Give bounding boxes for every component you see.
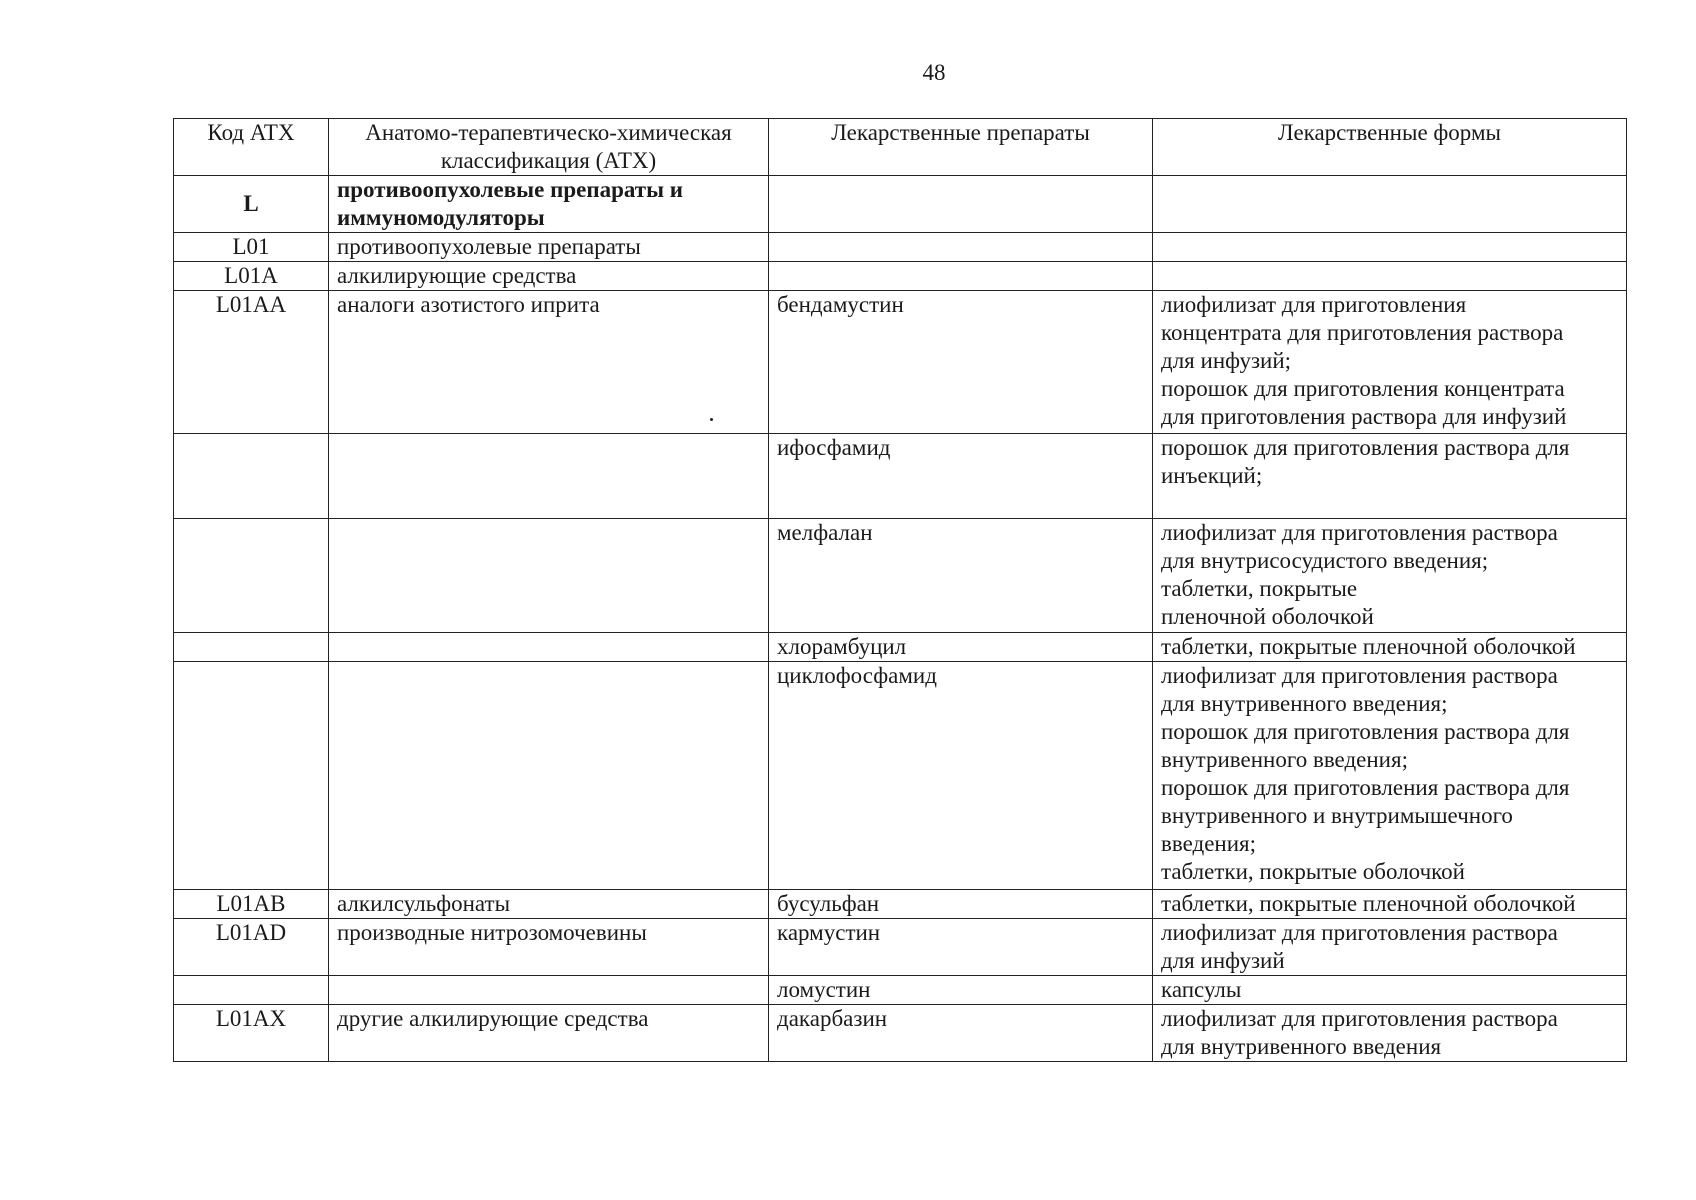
table-row (174, 1005, 1627, 1062)
atx-code-cell (174, 633, 329, 662)
atx-code-cell (174, 519, 329, 633)
forms-cell: капсулы (1153, 976, 1627, 1005)
table-body (174, 176, 1627, 1062)
atx-code-cell: L01AX (174, 1005, 329, 1062)
drug-cell: циклофосфамид (769, 662, 1153, 890)
drug-cell (769, 176, 1153, 233)
forms-cell: лиофилизат для приготовления раствора для внутрисосудистого введения; таблетки, покрытые пленочной оболочкой (1153, 519, 1627, 633)
table-row (174, 919, 1627, 976)
drug-cell: кармустин (769, 919, 1153, 976)
drug-cell: дакарбазин (769, 1005, 1153, 1062)
classification-cell (329, 976, 769, 1005)
forms-cell: лиофилизат для приготовления раствора для внутривенного введения (1153, 1005, 1627, 1062)
table-row (174, 291, 1627, 434)
forms-cell: лиофилизат для приготовления раствора для внутривенного введения; порошок для приготовления раствора для внутривенного введения; порошок для приготовления раствора для внутривенного и внутримышечного введения; таблетки, покрытые оболочкой (1153, 662, 1627, 890)
drug-cell: ифосфамид (769, 434, 1153, 519)
table-row (174, 262, 1627, 291)
atx-code-cell: L01AA (174, 291, 329, 434)
table-row (174, 434, 1627, 519)
classification-cell: производные нитрозомочевины (329, 919, 769, 976)
header-atx-code: Код ATX (174, 119, 329, 176)
forms-cell: лиофилизат для приготовления концентрата для приготовления раствора для инфузий; порошок для приготовления концентрата для приготовления раствора для инфузий (1153, 291, 1627, 434)
scan-artifact-dot (710, 418, 713, 421)
atx-code-cell: L01AD (174, 919, 329, 976)
classification-cell (329, 434, 769, 519)
drug-cell: бендамустин (769, 291, 1153, 434)
forms-cell (1153, 233, 1627, 262)
classification-cell: алкилирующие средства (329, 262, 769, 291)
header-drugs: Лекарственные препараты (769, 119, 1153, 176)
table-row (174, 890, 1627, 919)
header-dosage-forms: Лекарственные формы (1153, 119, 1627, 176)
forms-cell: лиофилизат для приготовления раствора для инфузий (1153, 919, 1627, 976)
table-row (174, 976, 1627, 1005)
atx-code-cell (174, 662, 329, 890)
classification-cell: другие алкилирующие средства (329, 1005, 769, 1062)
classification-cell (329, 519, 769, 633)
table-row (174, 662, 1627, 890)
forms-cell (1153, 262, 1627, 291)
atx-code-cell: L (174, 176, 329, 233)
table-row (174, 233, 1627, 262)
classification-cell: аналоги азотистого иприта (329, 291, 769, 434)
atx-code-cell: L01 (174, 233, 329, 262)
forms-cell: таблетки, покрытые пленочной оболочкой (1153, 633, 1627, 662)
atx-code-cell: L01AB (174, 890, 329, 919)
forms-cell (1153, 176, 1627, 233)
page-number: 48 (922, 60, 946, 85)
drug-cell (769, 262, 1153, 291)
drug-cell (769, 233, 1153, 262)
classification-cell: алкилсульфонаты (329, 890, 769, 919)
table-row (174, 633, 1627, 662)
classification-cell: противоопухолевые препараты (329, 233, 769, 262)
table-row (174, 519, 1627, 633)
atx-code-cell (174, 434, 329, 519)
drug-cell: мелфалан (769, 519, 1153, 633)
forms-cell: таблетки, покрытые пленочной оболочкой (1153, 890, 1627, 919)
forms-cell: порошок для приготовления раствора для инъекций; (1153, 434, 1627, 519)
classification-cell: противоопухолевые препараты и иммуномодуляторы (329, 176, 769, 233)
classification-cell (329, 662, 769, 890)
classification-cell (329, 633, 769, 662)
drug-cell: бусульфан (769, 890, 1153, 919)
header-row (174, 119, 1627, 176)
atx-classification-table (173, 118, 1627, 1062)
table-row (174, 176, 1627, 233)
header-atx-classification: Анатомо-терапевтическо-химическая классификация (АТХ) (329, 119, 769, 176)
table-header (174, 119, 1627, 176)
drug-cell: хлорамбуцил (769, 633, 1153, 662)
atx-code-cell: L01A (174, 262, 329, 291)
atx-code-cell (174, 976, 329, 1005)
drug-cell: ломустин (769, 976, 1153, 1005)
